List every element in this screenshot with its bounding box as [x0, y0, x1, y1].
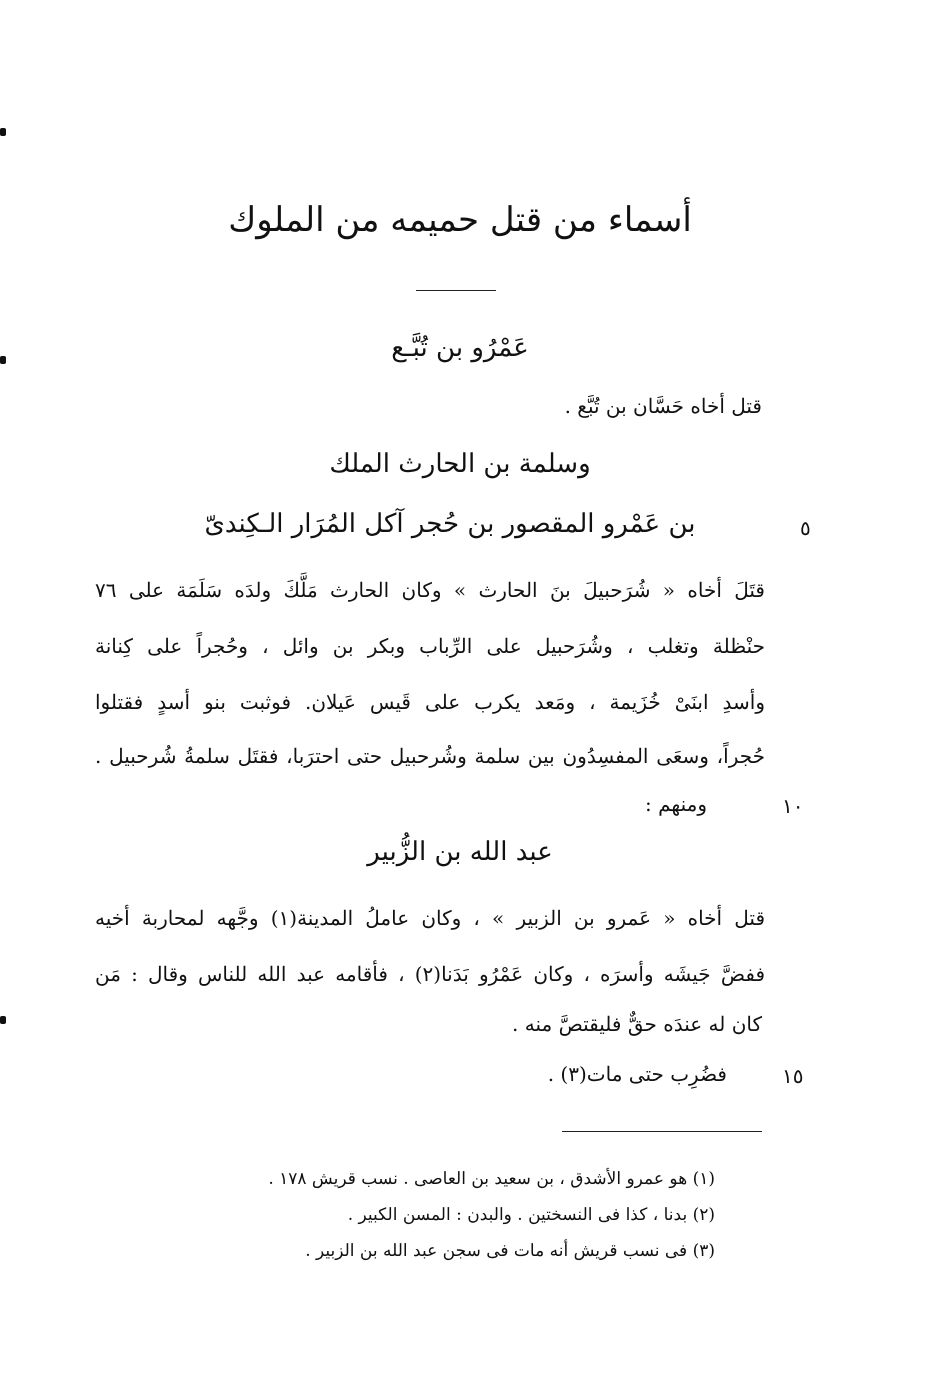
body-line: وأسدِ ابنَىْ خُزَيمة ، ومَعد يكرب على قَيس عَيلان. فوثبت بنو أسدٍ فقتلوا [95, 690, 765, 714]
body-line: كان له عندَه حقٌّ فليقتصَّ منه . [512, 1012, 762, 1036]
section-heading-salama-1: وسلمة بن الحارث الملك [329, 449, 591, 479]
footnote-rule [562, 1131, 762, 1132]
body-line: قتَلَ أخاه « شُرَحبيلَ بنَ الحارث » وكان الحارث مَلَّكَ ولدَه سَلَمَة على ٧٦ [95, 578, 765, 602]
body-line: حنْظلة وتغلب ، وشُرَحبيل على الرِّباب وبكر بن وائل ، وحُجراً على كِنانة [95, 634, 765, 658]
body-line: قتل أخاه حَسَّان بن تُبَّع . [564, 394, 762, 418]
chapter-title: أسماء من قتل حميمه من الملوك [228, 200, 692, 240]
footnote: (٢) بدنا ، كذا فى النسختين . والبدن : المسن الكبير . [347, 1205, 715, 1225]
footnote: (٣) فى نسب قريش أنه مات فى سجن عبد الله بن الزبير . [305, 1241, 715, 1261]
section-heading-amr: عَمْرُو بن تُبَّـع [391, 333, 529, 363]
title-rule [416, 290, 496, 291]
line-number: ٥ [800, 516, 811, 540]
margin-mark [0, 356, 6, 364]
section-heading-salama-2: بن عَمْرو المقصور بن حُجر آكل المُرَار الـكِندىّ [204, 509, 696, 539]
footnote: (١) هو عمرو الأشدق ، بن سعيد بن العاصى . نسب قريش ١٧٨ . [268, 1169, 715, 1189]
body-line: فضُرِب حتى مات(٣) . [547, 1062, 727, 1086]
margin-mark [0, 1016, 6, 1024]
body-line: ففضَّ جَيشَه وأسرَه ، وكان عَمْرُو بَدَنا(٢) ، فأقامه عبد الله للناس وقال : مَن [95, 962, 766, 986]
line-number: ١٠ [782, 794, 804, 818]
section-heading-abdallah: عبد الله بن الزُّبير [367, 837, 553, 867]
body-line: قتل أخاه « عَمرو بن الزبير » ، وكان عاملُ المدينة(١) وجَّهه لمحاربة أخيه [95, 906, 765, 930]
line-number: ١٥ [782, 1064, 804, 1088]
minhum-line: ومنهم : [644, 792, 707, 816]
body-line: حُجراً، وسعَى المفسِدُون بين سلمة وشُرحبيل حتى احترَبا، فقتَل سلمةُ شُرحبيل . [95, 744, 765, 768]
margin-mark [0, 128, 6, 136]
